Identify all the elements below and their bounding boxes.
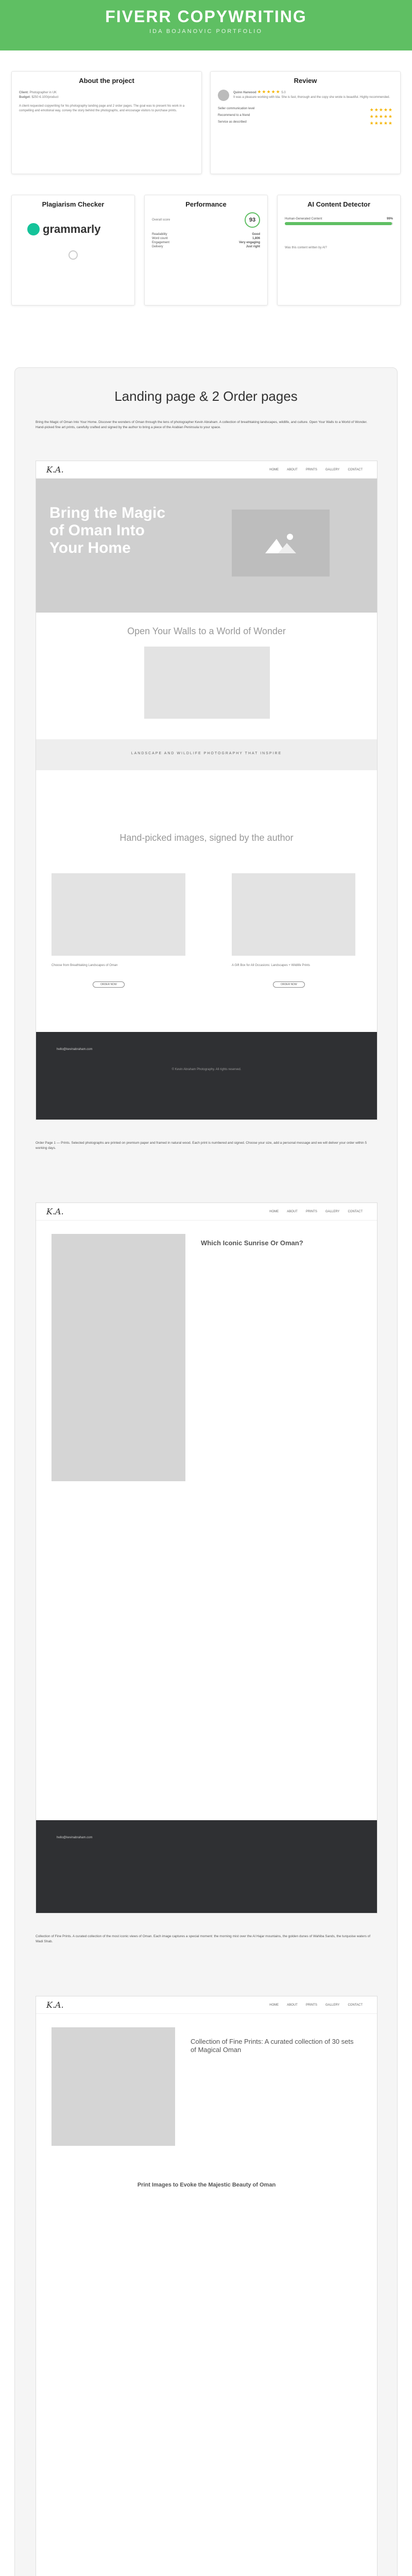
reviewer-name: Quinn Harwood	[233, 91, 256, 94]
order2-text: Collection of Fine Prints. A curated collection of the most iconic views of Oman. Each image captures a special moment: the morning mist over the Al Hajar mountains, the golden dunes of Wahiba Sands, the turquoise waters of Wadi Shab.	[36, 1935, 371, 1943]
print-card-a-image	[52, 873, 185, 956]
ai-label: Human-Generated Content	[285, 217, 322, 221]
mockup-nav	[36, 1203, 377, 1221]
work-panel	[14, 367, 398, 2576]
ai-note: Was this content written by AI?	[285, 246, 327, 249]
page-title: FIVERR COPYWRITING	[105, 7, 307, 26]
check-icon	[68, 250, 78, 260]
nav-links	[265, 1210, 367, 1213]
performance-row: Engagement Very engaging	[152, 241, 260, 244]
review-row: Service as described ★★★★★	[218, 121, 393, 126]
performance-card	[144, 195, 268, 306]
grammarly-icon	[27, 223, 40, 235]
order-button-a[interactable]: ORDER NOW	[93, 981, 125, 988]
plagiarism-title: Plagiarism Checker	[42, 200, 105, 208]
mockup-footer	[36, 1820, 377, 1913]
print-card-b-title: A Gift Box for All Occasions: Landscapes + Wildlife Prints	[232, 964, 310, 967]
review-title: Review	[294, 77, 317, 84]
open-walls-heading: Open Your Walls to a World of Wonder	[127, 626, 286, 636]
nav-links	[265, 2004, 367, 2007]
review-card	[210, 71, 401, 174]
gallery-image	[144, 647, 270, 719]
about-title: About the project	[79, 77, 134, 84]
plagiarism-card	[11, 195, 135, 306]
nav-link[interactable]: HOME	[269, 2003, 279, 2007]
score-label: Overall score	[152, 218, 170, 222]
content-stage	[0, 50, 412, 2576]
nav-link[interactable]: PRINTS	[305, 2003, 317, 2007]
hero-image	[232, 510, 330, 577]
review-rows	[211, 107, 400, 126]
performance-row: Delivery Just right	[152, 245, 260, 248]
review-text: It was a pleasure working with Ida. She is fast, thorough and the copy she wrote is beautiful. Highly recommended.	[233, 96, 390, 99]
nav-link[interactable]: ABOUT	[287, 468, 298, 471]
performance-title: Performance	[185, 200, 227, 208]
performance-row: Readability Good	[152, 233, 260, 236]
landing-mockup	[36, 461, 377, 1120]
nav-link[interactable]: ABOUT	[287, 2003, 298, 2007]
footer-email: hello@kevinabraham.com	[57, 1048, 93, 1051]
ai-title: AI Content Detector	[307, 200, 371, 208]
star-rating: ★★★★★	[257, 89, 281, 94]
signature-logo: K.A.	[46, 465, 64, 474]
image-placeholder-icon	[265, 533, 296, 553]
score-circle: 93	[245, 212, 260, 228]
review-row: Recommend to a friend ★★★★★	[218, 114, 393, 119]
prints-heading: Print Images to Evoke the Majestic Beauty of Oman	[137, 2182, 276, 2188]
intro-text: Bring the Magic of Oman Into Your Home. Discover the wonders of Oman through the lens of photographer Kevin Abraham. A collection of breathtaking landscapes, wildlife, and culture. Open Your Walls to a World of Wonder. Hand-picked fine art prints, carefully crafted and signed by the author to bring a piece of the Arabian Peninsula to your space.	[36, 420, 368, 429]
nav-link[interactable]: ABOUT	[287, 1210, 298, 1213]
nav-link[interactable]: GALLERY	[325, 1210, 340, 1213]
page-subtitle: IDA BOJANOVIC PORTFOLIO	[149, 28, 263, 35]
nav-link[interactable]: HOME	[269, 1210, 279, 1213]
signature-logo: K.A.	[46, 1207, 64, 1216]
client-value: Photographer in UK	[29, 91, 57, 94]
collection-title: Collection of Fine Prints: A curated collection of 30 sets of Magical Oman	[191, 2038, 354, 2054]
product-image	[52, 1234, 185, 1481]
header-banner	[0, 0, 412, 50]
print-card-a-title: Choose from Breathtaking Landscapes of Oman	[52, 964, 118, 967]
nav-link[interactable]: GALLERY	[325, 468, 340, 471]
order-button-b[interactable]: ORDER NOW	[273, 981, 305, 988]
hero-section	[36, 479, 377, 613]
ai-card	[277, 195, 401, 306]
work-title: Landing page & 2 Order pages	[114, 388, 298, 404]
footer-copyright: © Kevin Abraham Photography. All rights reserved.	[171, 1068, 242, 1071]
order1-text: Order Page 1 — Prints. Selected photographs are printed on premium paper and framed in natural wood. Each print is numbered and signed. Choose your size, add a personal message and we will deliver your order within 5 working days.	[36, 1141, 367, 1150]
budget-label: Budget:	[19, 96, 31, 99]
about-card	[11, 71, 202, 174]
review-row: Seller communication level ★★★★★	[218, 107, 393, 112]
nav-link[interactable]: CONTACT	[348, 2003, 363, 2007]
performance-rows	[145, 233, 267, 248]
grammarly-brand: grammarly	[43, 223, 101, 235]
nav-link[interactable]: HOME	[269, 468, 279, 471]
ai-value: 99%	[386, 217, 393, 221]
performance-row: Word count 1,806	[152, 237, 260, 240]
rating-value: 5.0	[281, 91, 286, 94]
mockup-footer	[36, 1032, 377, 1120]
footer-email: hello@kevinabraham.com	[57, 1836, 93, 1839]
print-card-b-image	[232, 873, 355, 956]
nav-link[interactable]: CONTACT	[348, 468, 363, 471]
nav-link[interactable]: GALLERY	[325, 2003, 340, 2007]
budget-value: $250 €-100/product	[31, 96, 59, 99]
client-label: Client:	[19, 91, 29, 94]
mockup-nav	[36, 1996, 377, 2014]
ai-bar	[285, 222, 393, 225]
order-title: Which Iconic Sunrise Or Oman?	[201, 1239, 303, 1247]
banner-strip: LANDSCAPE AND WILDLIFE PHOTOGRAPHY THAT INSPIRE	[36, 739, 377, 770]
signature-logo: K.A.	[46, 2000, 64, 2010]
hero-title: Bring the Magic of Oman Into Your Home	[49, 504, 166, 556]
nav-link[interactable]: CONTACT	[348, 1210, 363, 1213]
collection-image	[52, 2027, 175, 2146]
avatar	[218, 90, 229, 101]
nav-link[interactable]: PRINTS	[305, 1210, 317, 1213]
about-text: A client requested copywriting for his photography landing page and 2 order pages. The goal was to present his work in a compelling and emotional way, convey the story behind the photographs, and encourage visitors to purchase prints.	[19, 105, 185, 112]
nav-link[interactable]: PRINTS	[305, 468, 317, 471]
order-mockup-1	[36, 1202, 377, 1913]
nav-links	[265, 468, 367, 471]
mockup-nav	[36, 461, 377, 479]
handpicked-heading: Hand-picked images, signed by the author	[119, 833, 294, 843]
order-mockup-2	[36, 1996, 377, 2576]
